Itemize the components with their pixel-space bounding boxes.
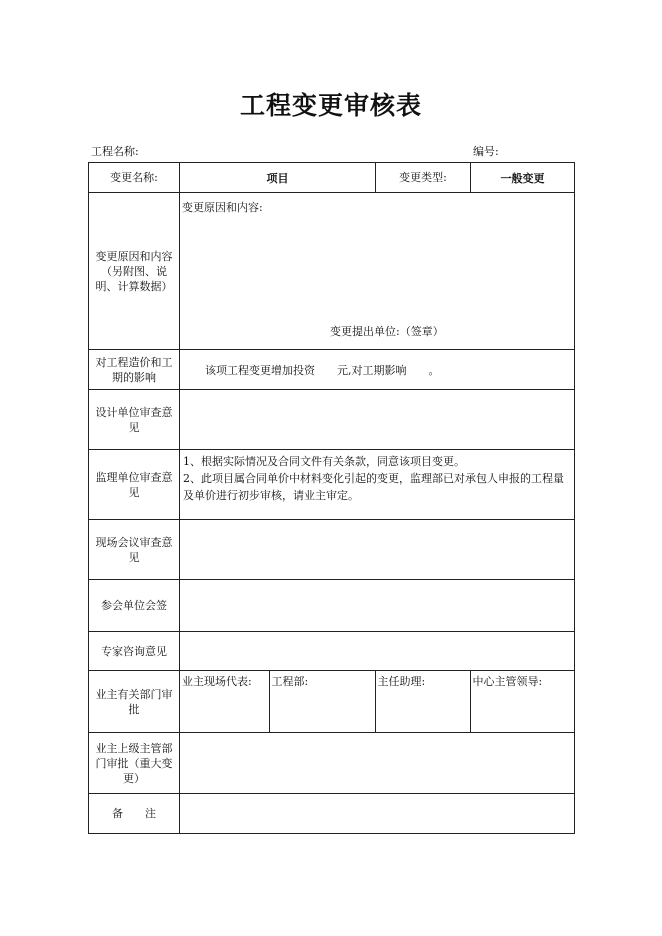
supervisor-opinion-label: 监理单位审查意见 [89, 450, 180, 520]
page-title: 工程变更审核表 [239, 91, 422, 120]
supervisor-line-1: 1、根据实际情况及合同文件有关条款，同意该项目变更。 [183, 455, 465, 468]
supervisor-line-2: 2、此项目属合同单价中材料变化引起的变更，监理部已对承包人申报的工程量及单价进行初步审核，请业主审定。 [183, 472, 564, 502]
reason-label: 变更原因和内容（另附图、说明、计算数据） [89, 193, 180, 350]
change-type-value[interactable]: 一般变更 [471, 163, 575, 193]
center-leader-sign[interactable]: 中心主管领导: [472, 675, 543, 688]
participants-cell[interactable] [180, 580, 575, 632]
design-opinion-cell[interactable] [180, 390, 575, 450]
owner-superior-label: 业主上级主管部门审批（重大变更） [89, 733, 180, 794]
impact-text[interactable]: 该项工程变更增加投资 元,对工期影响 。 [180, 350, 575, 390]
site-meeting-label: 现场会议审查意见 [89, 520, 180, 580]
project-name-label: 工程名称: [91, 145, 139, 158]
design-opinion-label: 设计单位审查意见 [89, 390, 180, 450]
change-name-value[interactable]: 项目 [180, 163, 376, 193]
director-assistant-sign[interactable]: 主任助理: [375, 671, 470, 732]
owner-dept-label: 业主有关部门审批 [89, 671, 180, 733]
reason-heading: 变更原因和内容: [182, 201, 263, 214]
reason-sign-line: 变更提出单位:（签章） [330, 325, 444, 338]
expert-opinion-cell[interactable] [180, 632, 575, 671]
remarks-label: 备 注 [89, 794, 180, 834]
remarks-cell[interactable] [180, 794, 575, 834]
reason-content-cell[interactable] [180, 193, 575, 350]
owner-superior-cell[interactable] [180, 733, 575, 794]
change-review-form [88, 162, 575, 834]
change-name-label: 变更名称: [89, 163, 180, 193]
serial-number-label: 编号: [473, 145, 499, 158]
impact-label: 对工程造价和工期的影响 [89, 350, 180, 390]
owner-approval-grid [180, 671, 574, 732]
expert-opinion-label: 专家咨询意见 [89, 632, 180, 671]
engineering-dept-sign[interactable]: 工程部: [269, 671, 375, 732]
owner-approval-cell [180, 671, 575, 733]
change-type-label: 变更类型: [376, 163, 471, 193]
participants-label: 参会单位会签 [89, 580, 180, 632]
owner-rep-sign[interactable]: 业主现场代表: [180, 671, 269, 732]
supervisor-opinion-cell[interactable] [180, 450, 575, 520]
site-meeting-cell[interactable] [180, 520, 575, 580]
